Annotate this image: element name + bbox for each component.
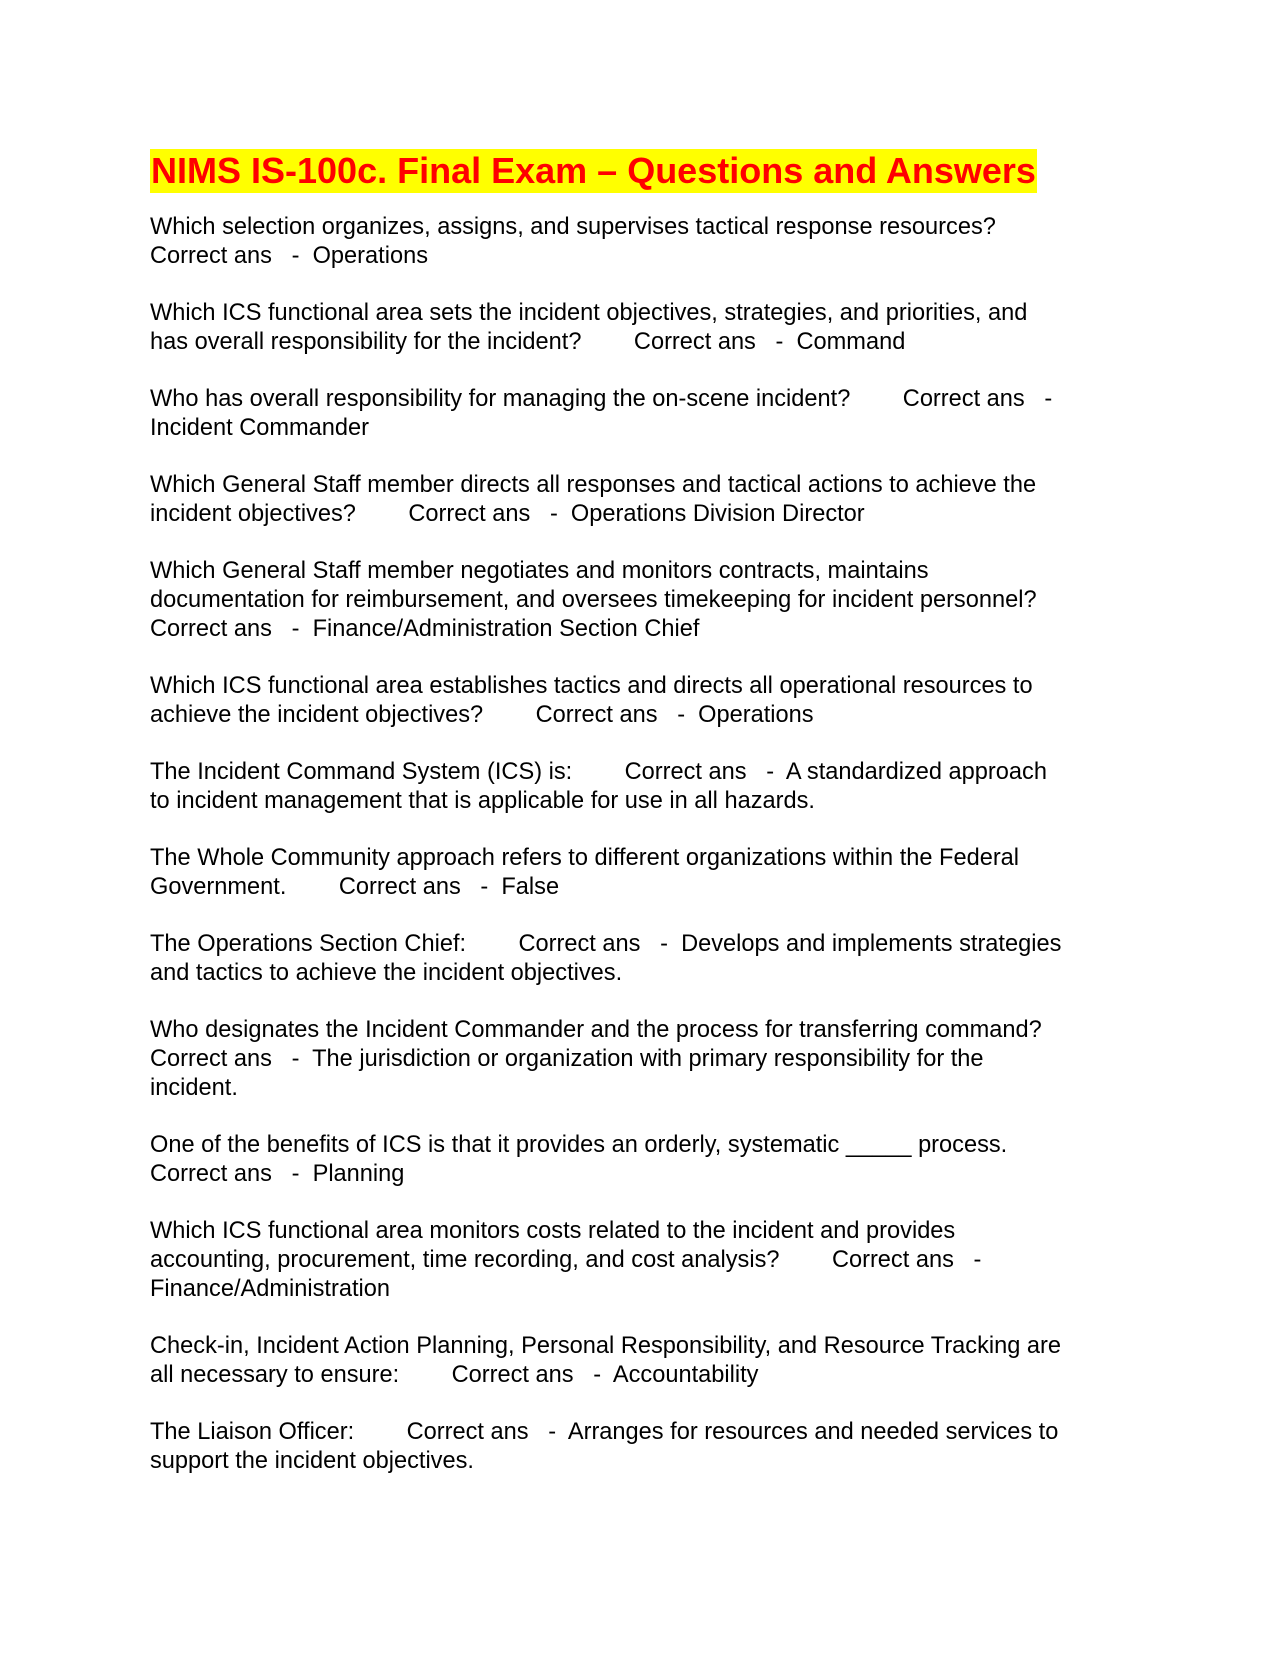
qa-item — [150, 213, 1130, 271]
qa-line: Finance/Administration — [150, 1276, 390, 1302]
qa-line: Which selection organizes, assigns, and supervises tactical response resources? — [150, 214, 996, 240]
qa-item — [150, 1217, 1130, 1304]
qa-line: Which ICS functional area sets the incident objectives, strategies, and priorities, and — [150, 300, 1028, 326]
qa-item — [150, 557, 1130, 644]
qa-item — [150, 1418, 1130, 1476]
qa-item — [150, 299, 1130, 357]
qa-item — [150, 471, 1130, 529]
qa-line: Check-in, Incident Action Planning, Personal Responsibility, and Resource Tracking are — [150, 1333, 1062, 1359]
qa-line: Which General Staff member directs all responses and tactical actions to achieve the — [150, 472, 1037, 498]
qa-line: One of the benefits of ICS is that it provides an orderly, systematic _____ process. — [150, 1132, 1008, 1158]
qa-line: The Operations Section Chief: Correct ans - Develops and implements strategies — [150, 931, 1062, 957]
qa-item — [150, 930, 1130, 988]
qa-item — [150, 758, 1130, 816]
qa-line: Correct ans - Finance/Administration Section Chief — [150, 616, 700, 642]
qa-list — [150, 213, 1130, 1476]
qa-line: Which ICS functional area establishes tactics and directs all operational resources to — [150, 673, 1033, 699]
document-body — [150, 149, 1130, 1504]
qa-line: documentation for reimbursement, and oversees timekeeping for incident personnel? — [150, 587, 1037, 613]
qa-line: Which ICS functional area monitors costs related to the incident and provides — [150, 1218, 956, 1244]
qa-line: incident objectives? Correct ans - Operations Division Director — [150, 501, 865, 527]
qa-line: The Incident Command System (ICS) is: Correct ans - A standardized approach — [150, 759, 1047, 785]
qa-item — [150, 385, 1130, 443]
qa-line: accounting, procurement, time recording, and cost analysis? Correct ans - — [150, 1247, 982, 1273]
qa-line: Correct ans - Planning — [150, 1161, 405, 1187]
qa-line: The Whole Community approach refers to different organizations within the Federal — [150, 845, 1020, 871]
qa-item — [150, 672, 1130, 730]
qa-line: Correct ans - Operations — [150, 243, 428, 269]
document-title: NIMS IS-100c. Final Exam – Questions and Answers — [151, 150, 1036, 191]
qa-item — [150, 1332, 1130, 1390]
qa-item — [150, 844, 1130, 902]
qa-line: all necessary to ensure: Correct ans - Accountability — [150, 1362, 759, 1388]
qa-line: support the incident objectives. — [150, 1448, 474, 1474]
qa-item — [150, 1131, 1130, 1189]
qa-line: Government. Correct ans - False — [150, 874, 560, 900]
qa-item — [150, 1016, 1130, 1103]
qa-line: incident. — [150, 1075, 238, 1101]
qa-line: The Liaison Officer: Correct ans - Arranges for resources and needed services to — [150, 1419, 1059, 1445]
qa-line: Correct ans - The jurisdiction or organization with primary responsibility for the — [150, 1046, 984, 1072]
qa-line: Who has overall responsibility for managing the on-scene incident? Correct ans - — [150, 386, 1053, 412]
qa-line: and tactics to achieve the incident objectives. — [150, 960, 623, 986]
qa-line: to incident management that is applicable for use in all hazards. — [150, 788, 815, 814]
qa-line: achieve the incident objectives? Correct ans - Operations — [150, 702, 814, 728]
qa-line: Who designates the Incident Commander and the process for transferring command? — [150, 1017, 1042, 1043]
qa-line: Incident Commander — [150, 415, 370, 441]
qa-line: has overall responsibility for the incident? Correct ans - Command — [150, 329, 906, 355]
qa-line: Which General Staff member negotiates and monitors contracts, maintains — [150, 558, 929, 584]
